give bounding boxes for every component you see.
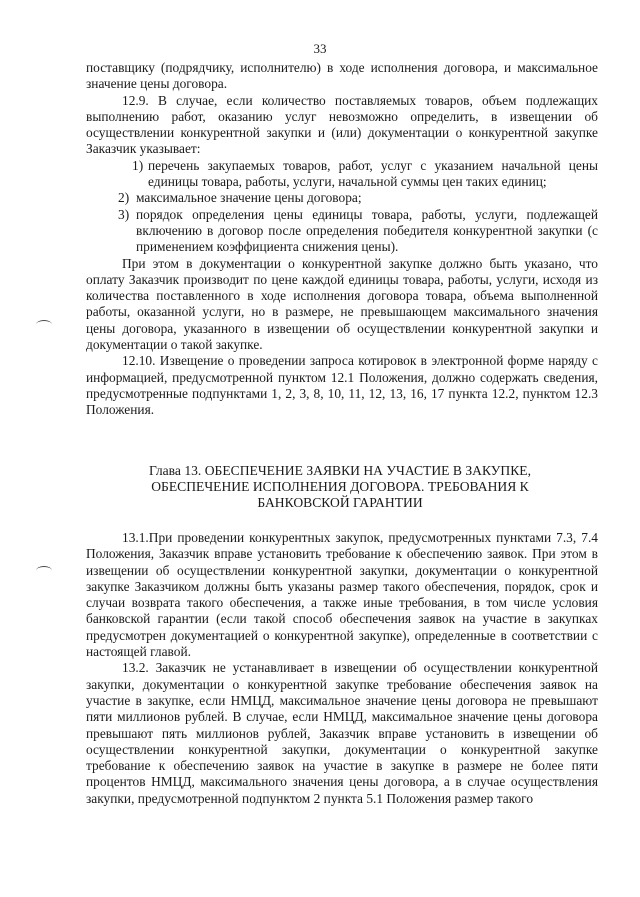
chapter-heading-line: ОБЕСПЕЧЕНИЕ ИСПОЛНЕНИЯ ДОГОВОРА. ТРЕБОВАНИЯ К	[151, 479, 529, 494]
paragraph-12-9: 12.9. В случае, если количество поставляемых товаров, объем подлежащих выполнению работ, оказанию услуг невозможно определить, в извещении об осуществлении конкурентной закупки и (или) документации о конкурентной закупке Заказчик указывает:	[86, 92, 598, 157]
list-item-number: 1)	[132, 157, 144, 173]
list-item-text: максимальное значение цены договора;	[136, 190, 362, 206]
list-b	[86, 190, 598, 255]
list-item-number: 2)	[118, 190, 130, 206]
paragraph-13-1: 13.1.При проведении конкурентных закупок, предусмотренных пунктами 7.3, 7.4 Положения, Заказчик вправе установить требование к обеспечению заявок. При этом в извещении об осуществлении конкурентной закупки, документации о конкурентной закупке Заказчиком должны быть указаны размер такого обеспечения, порядок, срок и случаи возврата такого обеспечения, а также иные требования, в том числе условия банковской гарантии (если такой способ обеспечения заявок на участие в закупках предусмотрен документацией о конкурентной закупке), определенные в соответствии с настоящей главой.	[86, 530, 598, 660]
chapter-heading-line: БАНКОВСКОЙ ГАРАНТИИ	[257, 495, 423, 510]
list-item-text: порядок определения цены единицы товара, работы, услуги, подлежащей включению в договор после определения победителя конкурентной закупки (с применением коэффициента снижения цены).	[136, 206, 598, 255]
paragraph-13-2: 13.2. Заказчик не устанавливает в извещении об осуществлении конкурентной закупки, документации о конкурентной закупке требование обеспечения заявок на участие в закупке, если НМЦД, максимальное значение цены договора не превышают пяти миллионов рублей. В случае, если НМЦД, максимальное значение цены договора превышают пять миллионов рублей, Заказчик вправе установить в извещении об осуществлении конкурентной закупки, документации о конкурентной закупке требование к обеспечению заявок на участие в закупке в размере не более пяти процентов НМЦД, максимального значения цены договора, а в случае осуществления закупки, предусмотренной подпунктом 2 пункта 5.1 Положения размер такого	[86, 660, 598, 806]
page-number: 33	[313, 41, 327, 56]
list-a	[86, 158, 598, 191]
paragraph-continuation: поставщику (подрядчику, исполнителю) в ходе исполнения договора, и максимальное значение цены договора.	[86, 60, 598, 92]
chapter-heading-line: Глава 13. ОБЕСПЕЧЕНИЕ ЗАЯВКИ НА УЧАСТИЕ В ЗАКУПКЕ,	[149, 463, 531, 478]
list-item	[86, 207, 598, 256]
list-item-text: перечень закупаемых товаров, работ, услуг с указанием начальной цены единицы товара, работы, услуги, начальной суммы цен таких единиц;	[148, 157, 598, 190]
text-block-bottom	[86, 530, 598, 807]
margin-mark	[36, 320, 52, 329]
margin-mark	[36, 566, 52, 575]
list-item	[86, 190, 598, 206]
chapter-heading	[110, 463, 570, 511]
text-block-top	[86, 60, 598, 419]
paragraph-12-10: 12.10. Извещение о проведении запроса котировок в электронной форме наряду с информацией, предусмотренной пунктом 12.1 Положения, должно содержать сведения, предусмотренные подпунктами 1, 2, 3, 8, 10, 11, 12, 13, 16, 17 пункта 12.2, пунктом 12.3 Положения.	[86, 353, 598, 418]
list-item	[132, 158, 598, 191]
paragraph-payment: При этом в документации о конкурентной закупке должно быть указано, что оплату Заказчик производит по цене каждой единицы товара, работы, услуги, исходя из количества поставленного в ходе исполнения договора товара, объема выполненной работы, оказанной услуги, но в размере, не превышающем максимального значения цены договора, указанного в извещении об осуществлении конкурентной закупки и документации о такой закупке.	[86, 255, 598, 353]
list-item-number: 3)	[118, 206, 130, 222]
